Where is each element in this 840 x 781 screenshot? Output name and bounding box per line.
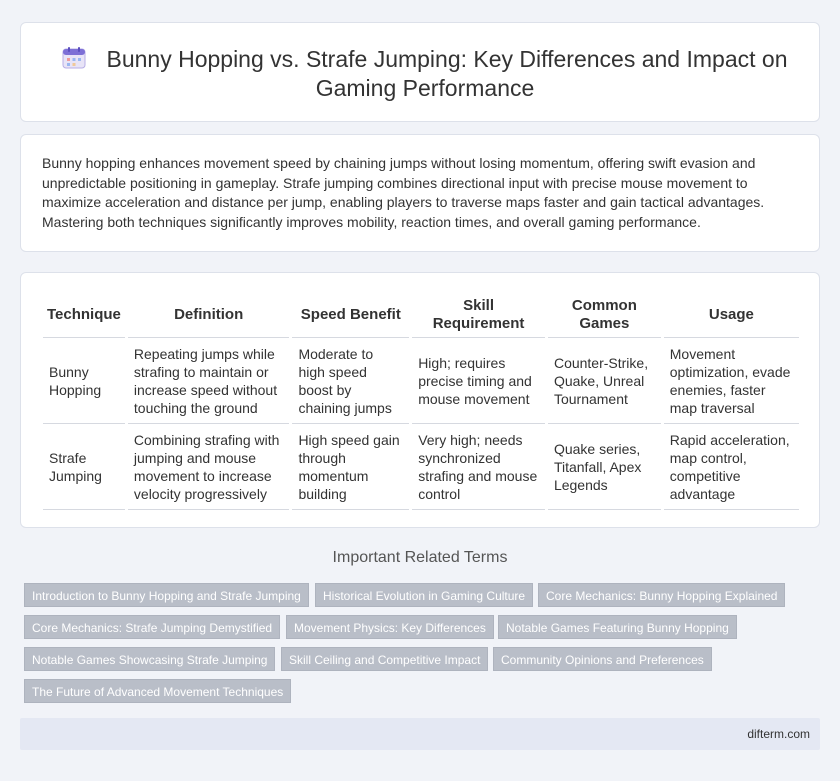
table-cell: Counter-Strike, Quake, Unreal Tournament — [546, 337, 662, 423]
header-usage: Usage — [662, 293, 799, 337]
table-cell: High speed gain through momentum building — [291, 423, 411, 509]
related-tag[interactable]: Core Mechanics: Strafe Jumping Demystified — [24, 615, 280, 639]
related-tag[interactable]: Introduction to Bunny Hopping and Strafe Jumping — [24, 583, 309, 607]
related-tag[interactable]: Notable Games Showcasing Strafe Jumping — [24, 647, 275, 671]
related-tag[interactable]: Core Mechanics: Bunny Hopping Explained — [538, 583, 785, 607]
table-cell: Moderate to high speed boost by chaining jumps — [291, 337, 411, 423]
related-terms-heading: Important Related Terms — [332, 549, 508, 566]
title-card — [20, 22, 820, 122]
table-cell: Quake series, Titanfall, Apex Legends — [546, 423, 662, 509]
footer — [20, 718, 820, 750]
related-tag[interactable]: Movement Physics: Key Differences — [286, 615, 494, 639]
header-common-games: Common Games — [546, 293, 662, 337]
related-tag[interactable]: The Future of Advanced Movement Techniques — [24, 679, 291, 703]
header-definition: Definition — [126, 293, 291, 337]
related-tag[interactable]: Community Opinions and Preferences — [493, 647, 712, 671]
comparison-card — [20, 272, 820, 528]
header-technique: Technique — [43, 293, 126, 337]
table-cell: Rapid acceleration, map control, competitive advantage — [662, 423, 799, 509]
table-cell: Very high; needs synchronized strafing and mouse control — [411, 423, 547, 509]
table-row — [43, 337, 799, 423]
summary-card — [20, 134, 820, 252]
related-tag[interactable]: Skill Ceiling and Competitive Impact — [281, 647, 488, 671]
calendar-icon — [62, 47, 86, 69]
header-speed-benefit: Speed Benefit — [291, 293, 411, 337]
page-title-text: Bunny Hopping vs. Strafe Jumping: Key Differences and Impact on Gaming Performance — [106, 46, 788, 101]
table-row — [43, 423, 799, 509]
related-tag[interactable]: Historical Evolution in Gaming Culture — [315, 583, 533, 607]
footer-site-link[interactable]: difterm.com — [747, 727, 810, 741]
related-tag[interactable]: Notable Games Featuring Bunny Hopping — [498, 615, 737, 639]
table-cell: Combining strafing with jumping and mouse movement to increase velocity progressively — [126, 423, 291, 509]
table-cell: Strafe Jumping — [43, 423, 126, 509]
table-cell: Bunny Hopping — [43, 337, 126, 423]
summary-text: Bunny hopping enhances movement speed by chaining jumps without losing momentum, offering swift evasion and unpredictable positioning in gameplay. Strafe jumping combines directional input with precise mouse movement to maximize acceleration and distance per jump, enabling players to traverse maps faster and gain tactical advantages. Mastering both techniques significantly improves mobility, reaction times, and overall gaming performance. — [42, 155, 765, 230]
page-title — [51, 45, 799, 103]
table-header-row — [43, 293, 799, 337]
header-skill-requirement: Skill Requirement — [411, 293, 547, 337]
table-cell: Movement optimization, evade enemies, faster map traversal — [662, 337, 799, 423]
table-cell: High; requires precise timing and mouse movement — [411, 337, 547, 423]
table-cell: Repeating jumps while strafing to maintain or increase speed without touching the ground — [126, 337, 291, 423]
comparison-table — [43, 293, 799, 510]
